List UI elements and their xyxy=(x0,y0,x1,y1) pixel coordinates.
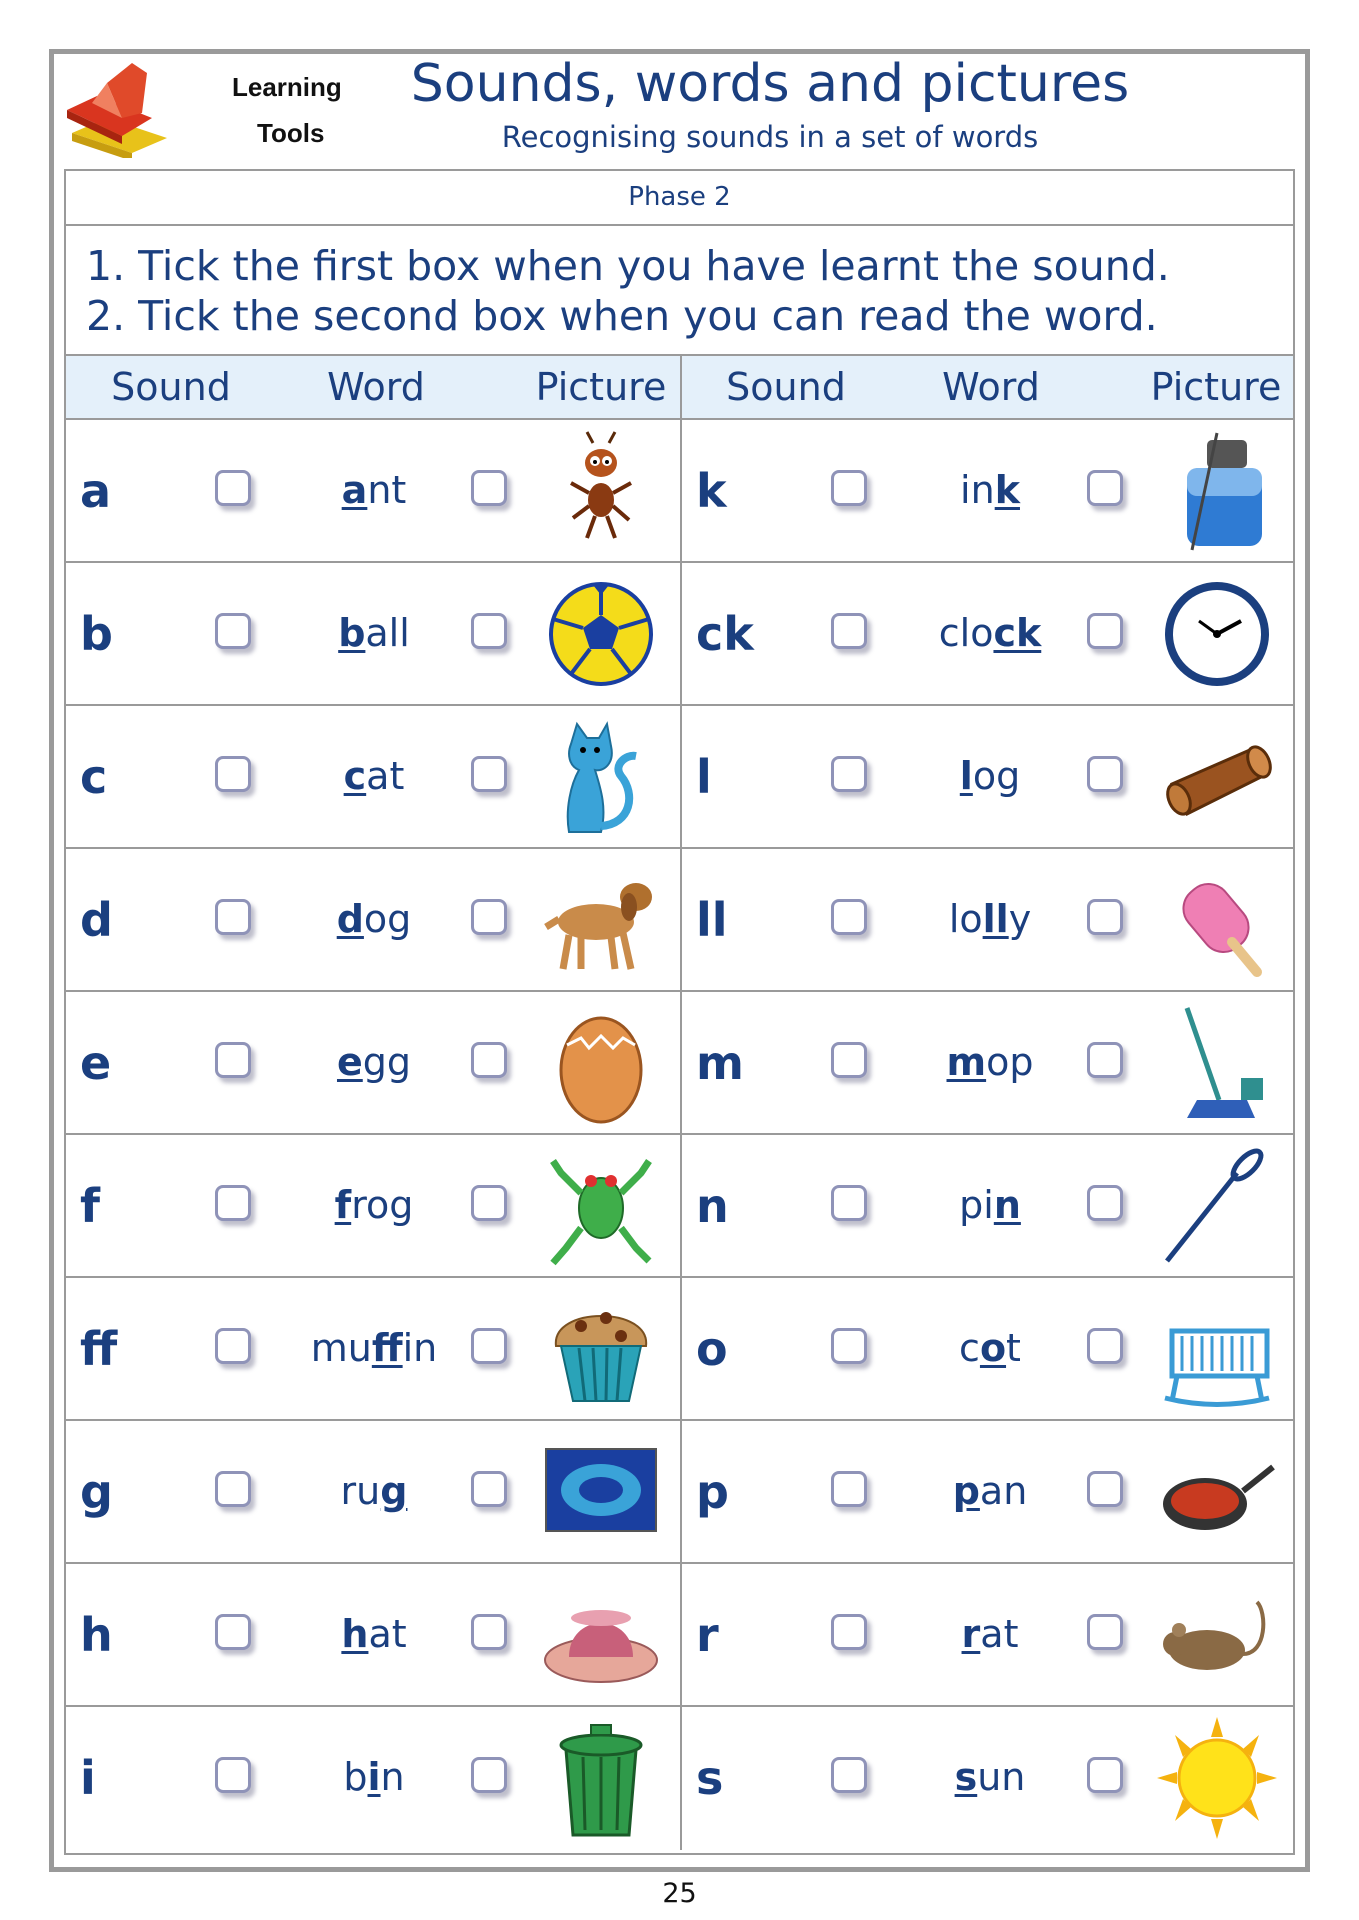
sound-label: p xyxy=(696,1465,729,1519)
sound-label: ll xyxy=(696,893,728,947)
highlighted-sound: s xyxy=(954,1755,978,1799)
word-label: dog xyxy=(336,897,412,941)
word-label: rug xyxy=(340,1469,408,1513)
sound-learnt-checkbox[interactable] xyxy=(215,1185,251,1221)
word-read-checkbox[interactable] xyxy=(1087,1185,1123,1221)
sound-label: c xyxy=(80,750,108,804)
highlighted-sound: ll xyxy=(982,897,1009,941)
word-read-checkbox[interactable] xyxy=(1087,613,1123,649)
books-icon xyxy=(62,58,172,158)
muffin-icon xyxy=(541,1286,661,1412)
highlighted-sound: l xyxy=(959,754,973,798)
sound-label: ff xyxy=(80,1322,118,1376)
sound-label: g xyxy=(80,1465,113,1519)
word-label: bin xyxy=(343,1755,405,1799)
cat-icon xyxy=(541,714,661,840)
header-picture-right: Picture xyxy=(1150,365,1282,409)
word-label: muffin xyxy=(310,1326,438,1370)
sound-label: d xyxy=(80,893,113,947)
table-row xyxy=(66,992,1293,1135)
table-row xyxy=(66,1421,1293,1564)
table-row xyxy=(66,420,1293,563)
highlighted-sound: m xyxy=(946,1040,987,1084)
word-label: sun xyxy=(954,1755,1026,1799)
word-label: ant xyxy=(341,468,407,512)
log-icon xyxy=(1157,714,1277,840)
word-read-checkbox[interactable] xyxy=(1087,756,1123,792)
highlighted-sound: n xyxy=(993,1183,1021,1227)
egg-icon xyxy=(541,1000,661,1126)
sound-learnt-checkbox[interactable] xyxy=(831,470,867,506)
word-read-checkbox[interactable] xyxy=(471,1614,507,1650)
highlighted-sound: i xyxy=(367,1755,381,1799)
header-sound-right: Sound xyxy=(726,365,846,409)
sound-label: b xyxy=(80,607,113,661)
table-row xyxy=(66,1564,1293,1707)
sound-learnt-checkbox[interactable] xyxy=(215,613,251,649)
instruction-2: 2. Tick the second box when you can read the word. xyxy=(86,292,1158,340)
sound-learnt-checkbox[interactable] xyxy=(215,1471,251,1507)
word-label: clock xyxy=(938,611,1042,655)
hat-icon xyxy=(541,1572,661,1698)
highlighted-sound: ck xyxy=(993,611,1042,655)
word-label: lolly xyxy=(948,897,1032,941)
highlighted-sound: f xyxy=(334,1183,352,1227)
table-row xyxy=(66,563,1293,706)
rug-icon xyxy=(541,1429,661,1555)
word-read-checkbox[interactable] xyxy=(471,1042,507,1078)
lolly-icon xyxy=(1157,857,1277,983)
sound-label: r xyxy=(696,1608,719,1662)
frog-icon xyxy=(541,1143,661,1269)
sound-learnt-checkbox[interactable] xyxy=(215,470,251,506)
word-read-checkbox[interactable] xyxy=(1087,1042,1123,1078)
sound-label: f xyxy=(80,1179,101,1233)
sound-learnt-checkbox[interactable] xyxy=(215,1614,251,1650)
sound-label: a xyxy=(80,464,112,518)
word-read-checkbox[interactable] xyxy=(471,1328,507,1364)
word-read-checkbox[interactable] xyxy=(1087,1471,1123,1507)
sound-label: s xyxy=(696,1751,724,1805)
word-label: log xyxy=(959,754,1021,798)
instruction-1: 1. Tick the first box when you have learnt the sound. xyxy=(86,242,1170,290)
highlighted-sound: p xyxy=(952,1469,980,1513)
table-row xyxy=(66,1707,1293,1850)
sound-learnt-checkbox[interactable] xyxy=(215,756,251,792)
highlighted-sound: c xyxy=(343,754,367,798)
clock-icon xyxy=(1157,571,1277,697)
highlighted-sound: h xyxy=(341,1612,369,1656)
word-read-checkbox[interactable] xyxy=(1087,899,1123,935)
word-label: mop xyxy=(946,1040,1034,1084)
mop-icon xyxy=(1157,1000,1277,1126)
highlighted-sound: e xyxy=(336,1040,363,1084)
sound-learnt-checkbox[interactable] xyxy=(831,1042,867,1078)
sound-learnt-checkbox[interactable] xyxy=(215,1757,251,1793)
highlighted-sound: o xyxy=(979,1326,1007,1370)
word-label: ink xyxy=(960,468,1020,512)
word-label: rat xyxy=(961,1612,1019,1656)
word-label: egg xyxy=(336,1040,412,1084)
sound-learnt-checkbox[interactable] xyxy=(831,1328,867,1364)
logo-line1: Learning xyxy=(232,72,342,102)
sun-icon xyxy=(1157,1715,1277,1841)
ink-bottle-icon xyxy=(1157,428,1277,554)
table-row xyxy=(66,1278,1293,1421)
sound-learnt-checkbox[interactable] xyxy=(831,1614,867,1650)
learning-tools-logo xyxy=(62,58,342,158)
pan-icon xyxy=(1157,1429,1277,1555)
highlighted-sound: r xyxy=(961,1612,981,1656)
sound-learnt-checkbox[interactable] xyxy=(831,1471,867,1507)
ball-icon xyxy=(541,571,661,697)
sound-learnt-checkbox[interactable] xyxy=(831,613,867,649)
instructions xyxy=(64,224,1295,356)
sound-label: l xyxy=(696,750,712,804)
highlighted-sound: ff xyxy=(371,1326,403,1370)
sound-label: i xyxy=(80,1751,96,1805)
page-title: Sounds, words and pictures xyxy=(410,54,1130,114)
sound-learnt-checkbox[interactable] xyxy=(831,899,867,935)
sound-label: k xyxy=(696,464,727,518)
sound-label: h xyxy=(80,1608,113,1662)
word-label: pan xyxy=(952,1469,1028,1513)
logo-line2: Tools xyxy=(257,118,325,148)
word-label: ball xyxy=(338,611,410,655)
table-row xyxy=(66,1135,1293,1278)
word-label: cat xyxy=(343,754,405,798)
sound-label: ck xyxy=(696,607,754,661)
word-read-checkbox[interactable] xyxy=(1087,1614,1123,1650)
sound-label: n xyxy=(696,1179,729,1233)
sound-learnt-checkbox[interactable] xyxy=(831,1185,867,1221)
rat-icon xyxy=(1157,1572,1277,1698)
word-read-checkbox[interactable] xyxy=(471,613,507,649)
phase-label: Phase 2 xyxy=(64,169,1295,226)
sound-table xyxy=(64,418,1295,1855)
page-subtitle: Recognising sounds in a set of words xyxy=(501,120,1039,154)
header-word-right: Word xyxy=(942,365,1040,409)
page-number: 25 xyxy=(662,1878,697,1909)
sound-label: m xyxy=(696,1036,744,1090)
header-sound-left: Sound xyxy=(111,365,231,409)
dog-icon xyxy=(541,857,661,983)
cot-icon xyxy=(1157,1286,1277,1412)
sound-label: o xyxy=(696,1322,728,1376)
ant-icon xyxy=(541,428,661,554)
word-label: frog xyxy=(334,1183,414,1227)
word-label: hat xyxy=(341,1612,407,1656)
table-header xyxy=(64,354,1295,420)
word-read-checkbox[interactable] xyxy=(471,1757,507,1793)
table-row xyxy=(66,849,1293,992)
pin-icon xyxy=(1157,1143,1277,1269)
sound-label: e xyxy=(80,1036,112,1090)
highlighted-sound: a xyxy=(341,468,368,512)
table-row xyxy=(66,706,1293,849)
header-picture-left: Picture xyxy=(535,365,667,409)
word-read-checkbox[interactable] xyxy=(1087,470,1123,506)
word-read-checkbox[interactable] xyxy=(471,899,507,935)
bin-icon xyxy=(541,1715,661,1841)
sound-learnt-checkbox[interactable] xyxy=(215,1328,251,1364)
sound-learnt-checkbox[interactable] xyxy=(215,1042,251,1078)
sound-learnt-checkbox[interactable] xyxy=(831,1757,867,1793)
word-read-checkbox[interactable] xyxy=(471,470,507,506)
word-read-checkbox[interactable] xyxy=(1087,1757,1123,1793)
word-read-checkbox[interactable] xyxy=(471,1185,507,1221)
sound-learnt-checkbox[interactable] xyxy=(215,899,251,935)
highlighted-sound: b xyxy=(338,611,366,655)
word-label: pin xyxy=(959,1183,1021,1227)
word-read-checkbox[interactable] xyxy=(471,756,507,792)
word-read-checkbox[interactable] xyxy=(1087,1328,1123,1364)
highlighted-sound: k xyxy=(994,468,1020,512)
highlighted-sound: d xyxy=(336,897,364,941)
highlighted-sound: g xyxy=(380,1469,408,1513)
word-read-checkbox[interactable] xyxy=(471,1471,507,1507)
word-label: cot xyxy=(959,1326,1021,1370)
sound-learnt-checkbox[interactable] xyxy=(831,756,867,792)
header-word-left: Word xyxy=(327,365,425,409)
